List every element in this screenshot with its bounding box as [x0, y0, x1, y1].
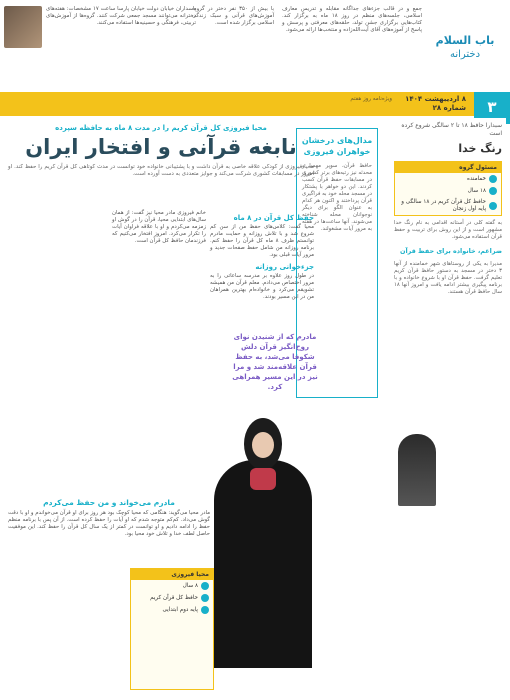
issue-meta: ویژه‌نامه روز هفتم	[350, 96, 392, 102]
top-text-right: جمع و در قالب جزء‌های جداگانه مقابله و تدریس معارف اسلامی، جلسه‌های منظم در روز ۱۸ ماه به برگزار کند. کتاب‌هایی برگزاری جشن تولد، حلقه‌های معرفتی و پرسش و پاسخ از آموزه‌های آقای آیت‌الله‌زاده و منتخب‌ها ارائه می‌شود.	[282, 6, 423, 33]
issue-date: ۸ اردیبهشت ۱۴۰۴ شماره ۲۸	[405, 95, 466, 112]
sidebar-name: رنگ خدا	[458, 142, 502, 155]
column-mid: خانم فیروزی مادر محیا نیز گفت: از همان سال‌های ابتدایی محیا، قرآن را در گوش او زمزمه می‌کردم و او با علاقه فراوان آیات را تکرار می‌کرد. امروز افتخار می‌کنیم که فرزندمان حافظ کل قرآن است.	[112, 210, 206, 244]
top-text-mid: با بیش از ۳۵۰ نفر دختر در گروه، آموزش‌های قرآنی و سبک زندگی اسلامی برگزار شده است.	[192, 6, 274, 26]
info-row: حافظ کل قرآن کریم	[131, 592, 213, 604]
info-card-head: مسئول گروه	[395, 162, 501, 173]
page-number-badge: ۳	[474, 92, 510, 124]
medals-body: حافظ قرآن، سوپر مهسا و محدثه نیز رتبه‌های برتر کشوری در مسابقات حفظ قرآن کسب کردند. این دو خواهر با پشتکار در مسجد محله خود به فراگیری قرآن پرداختند و اکنون هر کدام به عنوان الگو برای دیگر نوجوانان محله شناخته می‌شوند. آنها ساعت‌ها در هفته به مرور آیات مشغولند.	[302, 163, 372, 232]
sidebar	[390, 118, 506, 698]
quran-icon	[201, 594, 209, 602]
scarf	[250, 468, 276, 490]
section-text: محیا گفت: کلاس‌های حفظ من از سن کم شروع شد و با تلاش روزانه و حمایت مادرم توانستم ظرف ۸ ماه کل قرآن را حفظ کنم. برنامه روزانه من شامل حفظ صفحات جدید و مرور آیات قبلی بود.	[210, 224, 314, 258]
headline-area	[8, 124, 314, 178]
sidebar-text: مدیرا به یکی از روستاهای شهر خمامنده از آنها ۳ دختر در مسجد به دستور حافظ قرآن کریم تعلیم گرفت. حفظ قرآن او با شروع خانواده و با برنامه پیگیری بیشتر ادامه یافت و امروز آنها ۱۸ سال حافظ قرآن هستند.	[394, 261, 502, 295]
top-photo	[4, 6, 42, 48]
issue-banner	[0, 92, 510, 116]
sidebar-subtitle: ضراغم، خانواده برای حفظ قرآن	[400, 247, 502, 255]
kicker: محیا فیروزی کل قرآن کریم را در مدت ۸ ماه به حافظه سپرده	[55, 124, 267, 132]
left-section-title: مادرم می‌خواند و من حفظ می‌کردم	[43, 498, 175, 507]
section-header	[426, 6, 504, 84]
top-strip	[0, 0, 510, 92]
profile-card-head: محیا فیروزی	[131, 569, 213, 580]
age-icon	[201, 582, 209, 590]
section-title-memorize: حفظ کل قرآن در ۸ ماه	[233, 214, 314, 222]
left-section-text: مادر محیا می‌گوید: هنگامی که محیا کوچک بود هر روز برای او قرآن می‌خواندم و او با دقت گوش می‌داد. کم‌کم متوجه شدم که او آیات را حفظ کرده است. از آن پس با برنامه منظم حفظ را ادامه دادیم و او توانست در کمتر از یک سال کل قرآن را حفظ کند. این موفقیت حاصل لطف خدا و تلاش خود محیا بود.	[8, 510, 210, 537]
headline: نابغه قرآنی و افتخار ایران	[25, 135, 297, 159]
sidebar-head: سبدارا حافظ ۱۸ تا ۲ سالگی شروع کرده است	[401, 122, 502, 137]
quran-icon	[489, 202, 497, 210]
column-right	[210, 210, 314, 301]
girl-photo	[208, 408, 318, 668]
info-row: ۱۸ سال	[395, 185, 501, 197]
age-icon	[489, 187, 497, 195]
chador	[214, 460, 312, 668]
section-text: در طول روز علاوه بر مدرسه ساعاتی را به مرور اختصاص می‌دادم. معلم قرآن من همیشه تشویقم می‌کرد و خانواده‌ام بهترین همراهان من در این مسیر بودند.	[210, 273, 314, 300]
pull-quote: مادرم که از شنیدن نوای روح‌انگیز قرآن دلش شکوفا می‌شد، به حفظ قرآن علاقه‌مند شد و مرا نیز در این مسیر همراهی کرد.	[232, 333, 318, 391]
top-text-left: پاسداران خیابان دولت خیابان پارسا ساعت ۱۷ مشخصات: هفته‌های دخترانه می‌توانند مسجد جمعی شرکت کنند. گروه‌ها از آموزش‌های تربیتی، فرهنگی و حسینیه‌ها استفاده می‌کنند.	[46, 6, 197, 26]
section-subtitle: دخترانه	[449, 49, 481, 60]
section-title-daily: جزء‌خوانی روزانه	[255, 263, 314, 271]
school-icon	[201, 606, 209, 614]
section-title: باب السلام	[435, 34, 495, 47]
sidebar-text: به گفته کلی در آستانه اقدامی به نام رنگ خدا مشهور است و از این روش برای تربیت و حفظ قرآن استفاده می‌شود.	[394, 220, 502, 240]
left-section	[8, 498, 210, 538]
info-row: پایه دوم ابتدایی	[131, 604, 213, 616]
info-row: خمامنده	[395, 173, 501, 185]
location-pin-icon	[489, 175, 497, 183]
sidebar-photo	[398, 434, 436, 506]
sidebar-info-card	[394, 161, 502, 216]
info-row: حافظ کل قرآن کریم در ۱۸ سالگی و پایه اول زنجان	[395, 197, 501, 215]
medals-title: مدال‌های درخشان خواهران فیروزی	[301, 136, 373, 156]
lead: محیا فیروزی از کودکی علاقه خاصی به قرآن داشت و با پشتیبانی خانواده خود توانست در مدت کوتاهی کل قرآن کریم را حفظ کند. او امروز در مسابقات کشوری شرکت می‌کند و جوایز متعددی به دست آورده است.	[8, 164, 314, 177]
face	[252, 432, 274, 458]
info-row: ۸ سال	[131, 580, 213, 592]
profile-card	[130, 568, 214, 690]
